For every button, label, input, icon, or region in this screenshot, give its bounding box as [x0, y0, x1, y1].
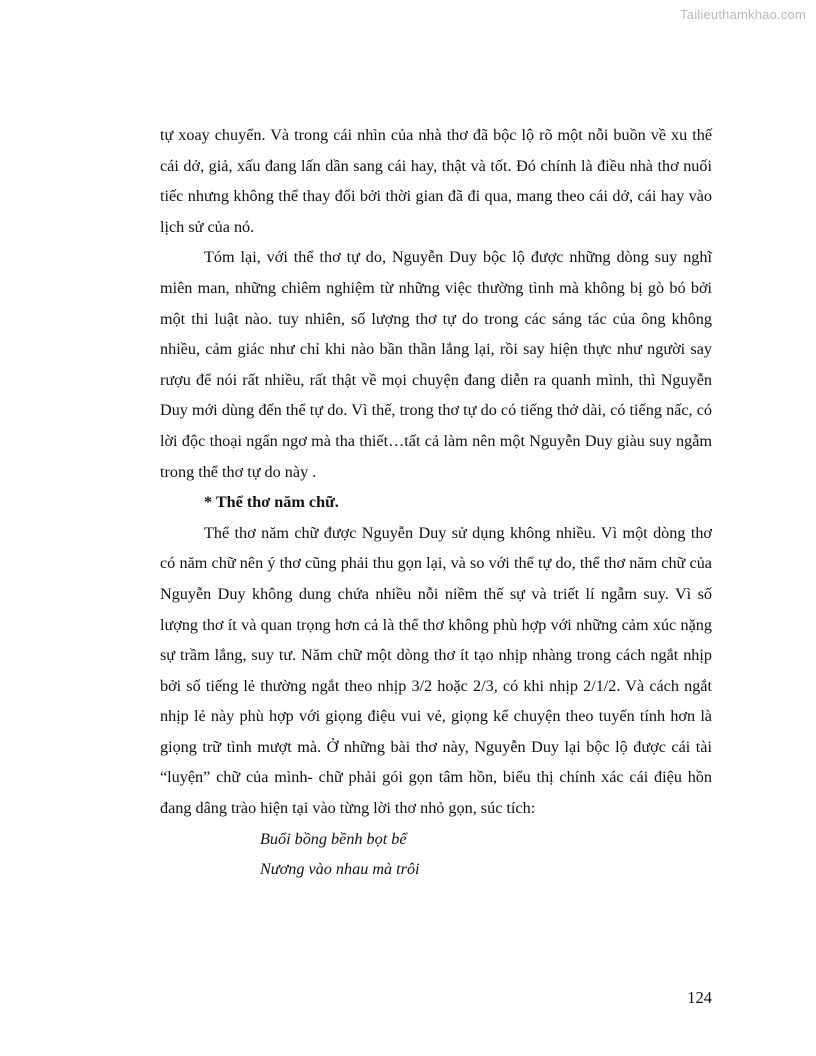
- page-number: 124: [687, 988, 712, 1007]
- document-body: [160, 120, 712, 885]
- watermark: Tailieuthamkhao.com: [680, 7, 806, 22]
- paragraph-free-verse-summary: Tóm lại, với thể thơ tự do, Nguyễn Duy bộc lộ được những dòng suy nghĩ miên man, những chiêm nghiệm từ những việc thường tình mà không bị gò bó bởi một thi luật nào. tuy nhiên, số lượng thơ tự do trong các sáng tác của ông không nhiều, cảm giác như chỉ khi nào bần thần lắng lại, rồi say hiện thực như người say rượu để nói rất nhiều, rất thật về mọi chuyện đang diễn ra quanh mình, thì Nguyễn Duy mới dùng đến thể tự do. Vì thế, trong thơ tự do có tiếng thở dài, có tiếng nấc, có lời độc thoại ngẩn ngơ mà tha thiết…tất cả làm nên một Nguyễn Duy giàu suy ngẫm trong thể thơ tự do này .: [160, 248, 712, 481]
- section-heading: * Thể thơ năm chữ.: [204, 493, 339, 512]
- paragraph-five-word-verse: Thể thơ năm chữ được Nguyễn Duy sử dụng không nhiều. Vì một dòng thơ có năm chữ nên ý thơ cũng phải thu gọn lại, và so với thể tự do, thể thơ năm chữ của Nguyễn Duy không dung chứa nhiều nỗi niềm thế sự và triết lí ngẫm suy. Vì số lượng thơ ít và quan trọng hơn cả là thể thơ không phù hợp với những cảm xúc nặng sự trầm lắng, suy tư. Năm chữ một dòng thơ ít tạo nhịp nhàng trong cách ngắt nhịp bởi số tiếng lẻ thường ngắt theo nhịp 3/2 hoặc 2/3, có khi nhịp 2/1/2. Và cách ngắt nhịp lẻ này phù hợp với giọng điệu vui vẻ, giọng kể chuyện theo tuyến tính hơn là giọng trữ tình mượt mà. Ở những bài thơ này, Nguyễn Duy lại bộc lộ được cái tài “luyện” chữ của mình- chữ phải gói gọn tâm hồn, biểu thị chính xác cái điệu hồn đang dâng trào hiện tại vào từng lời thơ nhỏ gọn, súc tích:: [160, 523, 712, 818]
- verse-line: Buổi bồng bềnh bọt bể: [260, 829, 407, 848]
- paragraph-continuation: tự xoay chuyển. Và trong cái nhìn của nhà thơ đã bộc lộ rõ một nỗi buồn về xu thế cái dở, giả, xấu đang lấn dần sang cái hay, thật và tốt. Đó chính là điều nhà thơ nuối tiếc nhưng không thể thay đổi bởi thời gian đã đi qua, mang theo cái dở, cái hay vào lịch sử của nó.: [160, 126, 712, 236]
- verse-line: Nương vào nhau mà trôi: [260, 860, 420, 879]
